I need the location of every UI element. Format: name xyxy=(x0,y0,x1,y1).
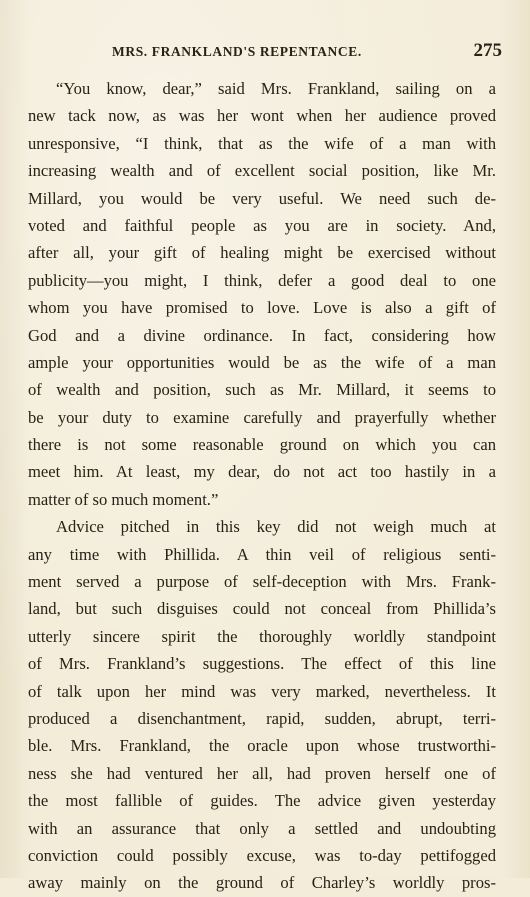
text-line: voted and faithful people as you are in society. And, xyxy=(28,215,496,235)
text-line: away mainly on the ground of Charley’s worldly pros- xyxy=(28,873,496,893)
text-line: meet him. At least, my dear, do not act too hastily in a xyxy=(28,462,496,482)
page-number: 275 xyxy=(473,40,502,61)
text-line: ment served a purpose of self-deception with Mrs. Frank- xyxy=(28,572,496,592)
text-line: Millard, you would be very useful. We need such de- xyxy=(28,188,496,208)
text-line: publicity—you might, I think, defer a good deal to one xyxy=(28,270,496,290)
text-line: ample your opportunities would be as the wife of a man xyxy=(28,352,496,372)
text-line: Advice pitched in this key did not weigh much at xyxy=(56,517,496,537)
text-line: of talk upon her mind was very marked, nevertheless. It xyxy=(28,681,496,701)
text-line: be your duty to examine carefully and prayerfully whether xyxy=(28,407,496,427)
text-line: of wealth and position, such as Mr. Millard, it seems to xyxy=(28,380,496,400)
text-line: land, but such disguises could not conceal from Phillida’s xyxy=(28,599,496,619)
text-line: new tack now, as was her wont when her audience proved xyxy=(28,106,496,126)
text-line: with an assurance that only a settled and undoubting xyxy=(28,818,496,838)
text-line: produced a disenchantment, rapid, sudden, abrupt, terri- xyxy=(28,708,496,728)
text-line: whom you have promised to love. Love is also a gift of xyxy=(28,298,496,318)
text-line: conviction could possibly excuse, was to-day pettifogged xyxy=(28,845,496,865)
text-line: there is not some reasonable ground on which you can xyxy=(28,435,496,455)
body-text xyxy=(28,75,496,897)
text-line: matter of so much moment.” xyxy=(28,489,219,509)
text-line: utterly sincere spirit the thoroughly worldly standpoint xyxy=(28,626,496,646)
text-line: ness she had ventured her all, had proven herself one of xyxy=(28,763,496,783)
text-line: of Mrs. Frankland’s suggestions. The effect of this line xyxy=(28,654,496,674)
text-line: increasing wealth and of excellent social position, like Mr. xyxy=(28,161,496,181)
text-line: ble. Mrs. Frankland, the oracle upon whose trustworthi- xyxy=(28,736,496,756)
text-line: after all, your gift of healing might be exercised without xyxy=(28,243,496,263)
text-line: any time with Phillida. A thin veil of religious senti- xyxy=(28,544,496,564)
text-line: the most fallible of guides. The advice given yesterday xyxy=(28,791,496,811)
running-head: MRS. FRANKLAND'S REPENTANCE. xyxy=(112,44,362,59)
page-header xyxy=(112,40,502,66)
text-line: God and a divine ordinance. In fact, considering how xyxy=(28,325,496,345)
text-line: unresponsive, “I think, that as the wife of a man with xyxy=(28,133,496,153)
text-line: “You know, dear,” said Mrs. Frankland, sailing on a xyxy=(56,79,496,98)
